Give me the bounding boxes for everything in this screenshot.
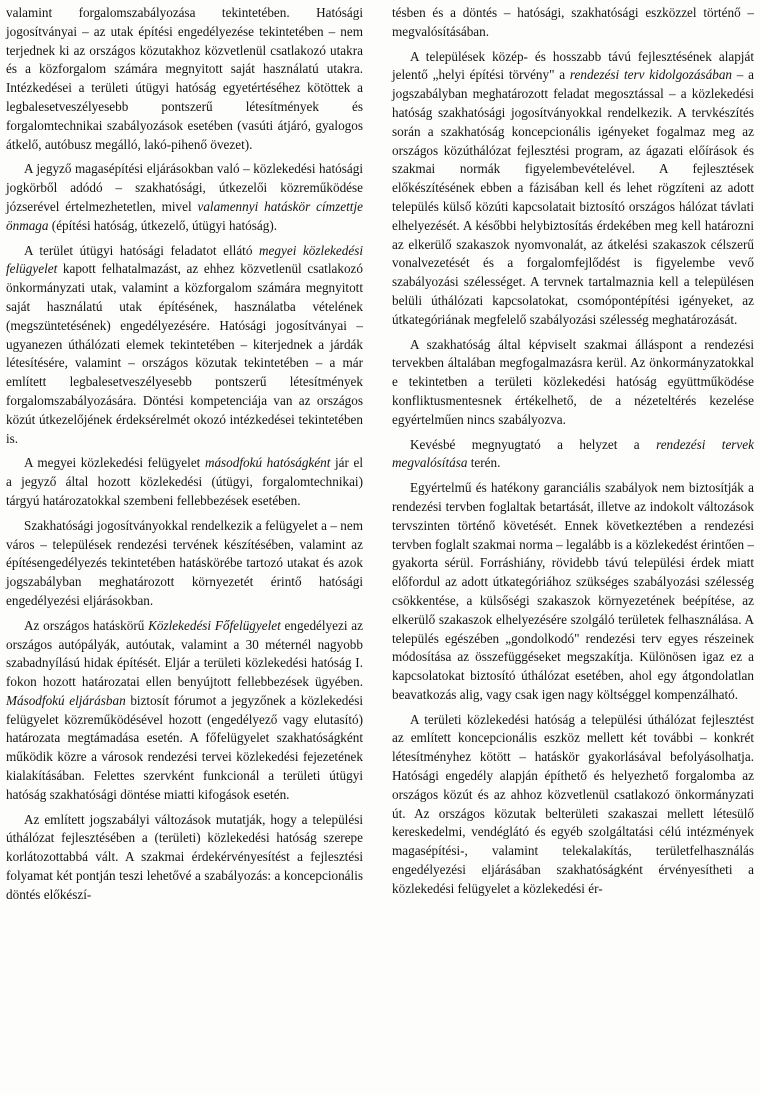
paragraph-text: A szakhatóság által képviselt szakmai álláspont a rendezési tervekben általában megfogalmazásra kerül. Az önkormányzatokkal e tekintetben a területi közlekedési hatóság együttműködése konfliktusmentesnek értékelhető, de a nézeteltérés kezelése egyértelműen nincs szabályozva. [392,336,754,427]
paragraph-text: A megyei közlekedési felügyelet [24,455,205,471]
paragraph [6,617,363,805]
paragraph-text: – a jogszabályban meghatározott feladat megosztással – a közlekedési hatóság szakhatósági jogosítványokkal rendelkezik. A tervkészítés során a szakhatóság koncepcionális igényeket fogalmaz meg az országos közúthálózat fejlesztési program, az ágazati előírások és szakmai normák figyelembevételével. A fejlesztések előkészítésének ebben a fázisában kell és lehet rögzíteni az adott település külső közúti kapcsolatait biztosító országos hálózat távlati elhelyezését. A későbbi helybiztosítás érdekében meg kell határozni az elkerülő szakaszok nyomvonalát, az átkelési szakaszok célszerű vonalvezetését és a forgalomfejlődést is figyelembe vevő szabályozási szélességet. A tervnek tartalmaznia kell a településen belüli úthálózati kapcsolatokat, csomópontépítési igényeket, az útkategóriának megfelelő szabályozási szélesség meghatározását. [392,67,754,327]
paragraph-text: A terület útügyi hatósági feladatot ellátó [24,242,260,258]
paragraph-text: tésben és a döntés – hatósági, szakhatósági eszközzel történő – megvalósításában. [392,5,754,39]
paragraph [392,336,754,430]
paragraph-text: jár el a jegyző által hozott közlekedési (útügyi, forgalomtechnikai) tárgyú határozatokkal szembeni fellebbezések esetében. [6,455,364,508]
paragraph-text: terén. [467,455,501,471]
paragraph-text: A települések közép- és hosszabb távú fejlesztésének alapját jelentő „helyi építési törvény" a [392,48,754,83]
paragraph-text: biztosít fórumot a jegyzőnek a közlekedési felügyelet közreműködésével hozott (engedélyező vagy elutasító) határozata megtámadása esetén. A főfelügyelet szakhatóságként működik közre a városok rendezési tervei közlekedési fejezetének kialakításában. Felettes szervként funkcionál a területi útügyi hatóság szakhatósági döntése miatti kifogások esetén. [6,692,363,802]
italic-phrase: másodfokú hatóságként [204,455,331,471]
paragraph [392,48,754,330]
italic-phrase: megyei közlekedési felügyelet [6,242,363,277]
italic-phrase: rendezési terv kidolgozásában [569,67,733,83]
paragraph [392,4,754,42]
paragraph [6,242,363,449]
paragraph-text: kapott felhatalmazást, az ehhez közvetlenül csatlakozó önkormányzati utak, valamint a közforgalom számára megnyitott saját használatú utak építésének, használatba vételének (megszüntetésének) engedélyezésére. Hatósági jogosítványai – ugyanezen úthálózati elemek tekintetében – kiterjednek a járdák létesítésére, valamint – országos közutak tekintetében – a már említett legbalesetveszélyesebb pontszerű létesítmények forgalomszabályozására. Döntési kompetenciája van az országos közút útkezelőjének érdeksérelmét okozó intézkedései tekintetében is. [6,261,363,446]
paragraph [6,517,363,611]
italic-phrase: rendezési tervek megvalósítása [392,436,754,471]
paragraph [392,479,754,705]
paragraph [392,711,754,899]
left-column [6,4,363,911]
paragraph-text: Egyértelmű és hatékony garanciális szabályok nem biztosítják a rendezési tervben foglaltak betartását, illetve az indokolt változások tervszinten történő követését. Ennek következtében a rendezési tervben foglalt szakmai norma – legalább is a közlekedést érintően – gyakorta sérül. Forráshiány, rövidebb távú települési érdek miatt előfordul az adott útkategóriához szükséges szabályozási szélesség csökkentése, a külsőségi szakaszok környezetének beépítése, az elkerülő szakaszok elhelyezésére szolgáló területek felhasználása. A település egészében „gondolkodó" rendezési terv egyes részeinek módosítása az összefüggéseket megszakítja. Különösen igaz ez a kapcsolatokat biztosító úthálózat esetében, ahol egy átgondolatlan beavatkozás alig, vagy csak igen nagy költséggel kompenzálható. [392,480,754,702]
paragraph-text: Az országos hatáskörű [24,617,149,633]
italic-phrase: Közlekedési Főfelügyelet [148,617,281,633]
paragraph [6,160,363,235]
paragraph-text: (építési hatóság, útkezelő, útügyi hatóság). [48,217,278,233]
paragraph [392,436,754,474]
paragraph-text: Az említett jogszabályi változások mutatják, hogy a települési úthálózat fejlesztésében a (területi) közlekedési hatóság szerepe korlátozottabbá vált. A szakmai érdekérvényesítést a fejlesztési folyamat két pontján teszi lehetővé a szabályozás: a koncepcionális döntés előkészí- [6,811,363,902]
paragraph [6,4,363,154]
paragraph-text: A területi közlekedési hatóság a települési úthálózat fejlesztést az említett koncepcionális eszköz mellett két további – konkrét létesítményhez kötött – hatáskör gyakorlásával befolyásolhatja. Hatósági engedély alapján építhető és helyezhető forgalomba az országos közút és az ahhoz közvetlenül csatlakozó önkormányzati út. Az országos közutak belterületi szakaszai mellett létesülő kereskedelmi, vendéglátó és egyéb szolgáltatási célú intézmények magasépítési-, valamint telekalakítás, területfelhasználás engedélyezési eljárásában szakhatóságként érvényesítheti a közlekedési felügyelet a közlekedési ér- [392,711,754,896]
paragraph-text: Szakhatósági jogosítványokkal rendelkezik a felügyelet a – nem város – települések rendezési tervének készítésében, valamint az építésengedélyezés tekintetében hatáskörébe tartozó utakat és azok jogszabályban meghatározott környezetét érintő hatósági engedélyezési eljárásokban. [6,517,363,608]
paragraph [6,811,363,905]
paragraph-text: A jegyző magasépítési eljárásokban való – közlekedési hatósági jogkörből adódó – szakhatósági, útkezelői közreműködése józserével értelmezhetetlen, mivel [6,161,363,214]
right-column [392,4,754,905]
paragraph-text: valamint forgalomszabályozása tekintetében. Hatósági jogosítványai – az utak építési engedélyezése tekintetében – nem terjednek ki az országos közutakhoz közvetlenül csatlakozó utakra és a közforgalom számára megnyitott saját használatú utakra. Intézkedései a területi útügyi hatóság egyetértéséhez kötöttek a legbalesetveszélyesebb pontszerű létesítmények és forgalomtechnikai szabályozások esetében (vasúti átjáró, gyalogos átkelő, autóbusz megálló, lakó-pihenő övezet). [6,5,363,152]
italic-phrase: valamennyi hatáskör címzettje önmaga [6,198,363,233]
italic-phrase: Másodfokú eljárásban [6,692,126,708]
paragraph-text: Kevésbé megnyugtató a helyzet a [410,436,657,452]
paragraph-text: engedélyezi az országos autópályák, autóutak, valamint a 30 méternél nagyobb szabadnyílású hidak építését. Eljár a területi közlekedési hatóság I. fokon hozott határozatai ellen benyújtott fellebbezések ügyében. [6,617,363,690]
paragraph [6,454,363,510]
